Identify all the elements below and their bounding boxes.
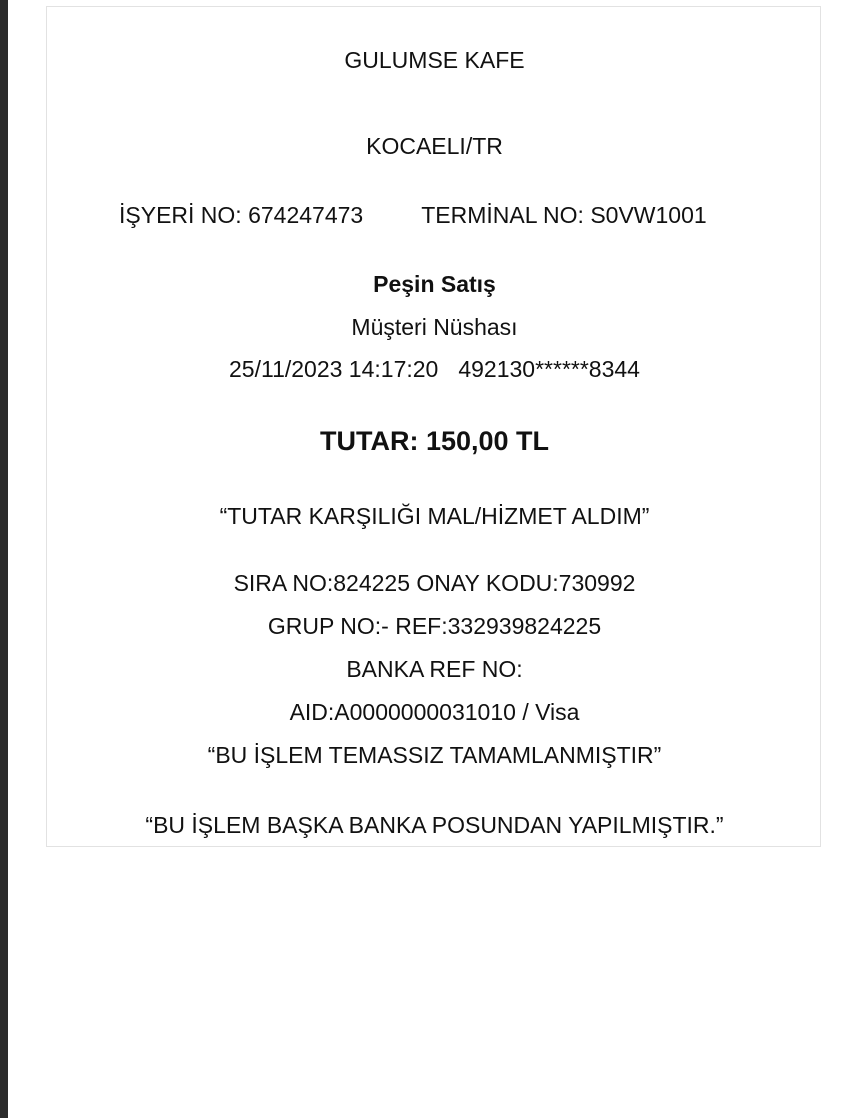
merchant-location: KOCAELI/TR <box>366 133 503 159</box>
terminal-number: TERMİNAL NO: S0VW1001 <box>421 202 707 228</box>
other-bank-note: “BU İŞLEM BAŞKA BANKA POSUNDAN YAPILMIŞTIR.” <box>145 812 724 838</box>
datetime-card-row <box>47 354 822 384</box>
acknowledgement: “TUTAR KARŞILIĞI MAL/HİZMET ALDIM” <box>219 503 650 529</box>
contactless-note: “BU İŞLEM TEMASSIZ TAMAMLANMIŞTIR” <box>207 742 662 768</box>
masked-card-number: 492130******8344 <box>458 356 640 382</box>
transaction-type: Peşin Satış <box>373 271 496 297</box>
merchant-ids-row <box>119 200 707 230</box>
aid: AID:A0000000031010 / Visa <box>289 699 580 725</box>
workplace-number: İŞYERİ NO: 674247473 <box>119 202 364 228</box>
group-ref: GRUP NO:- REF:332939824225 <box>267 613 602 639</box>
amount: TUTAR: 150,00 TL <box>319 426 550 456</box>
window-left-edge <box>0 0 8 1118</box>
transaction-datetime: 25/11/2023 14:17:20 <box>229 356 439 382</box>
bank-ref: BANKA REF NO: <box>346 656 523 682</box>
copy-label: Müşteri Nüshası <box>351 314 518 340</box>
receipt <box>46 6 821 847</box>
sequence-approval: SIRA NO:824225 ONAY KODU:730992 <box>233 570 636 596</box>
merchant-name: GULUMSE KAFE <box>344 47 525 73</box>
